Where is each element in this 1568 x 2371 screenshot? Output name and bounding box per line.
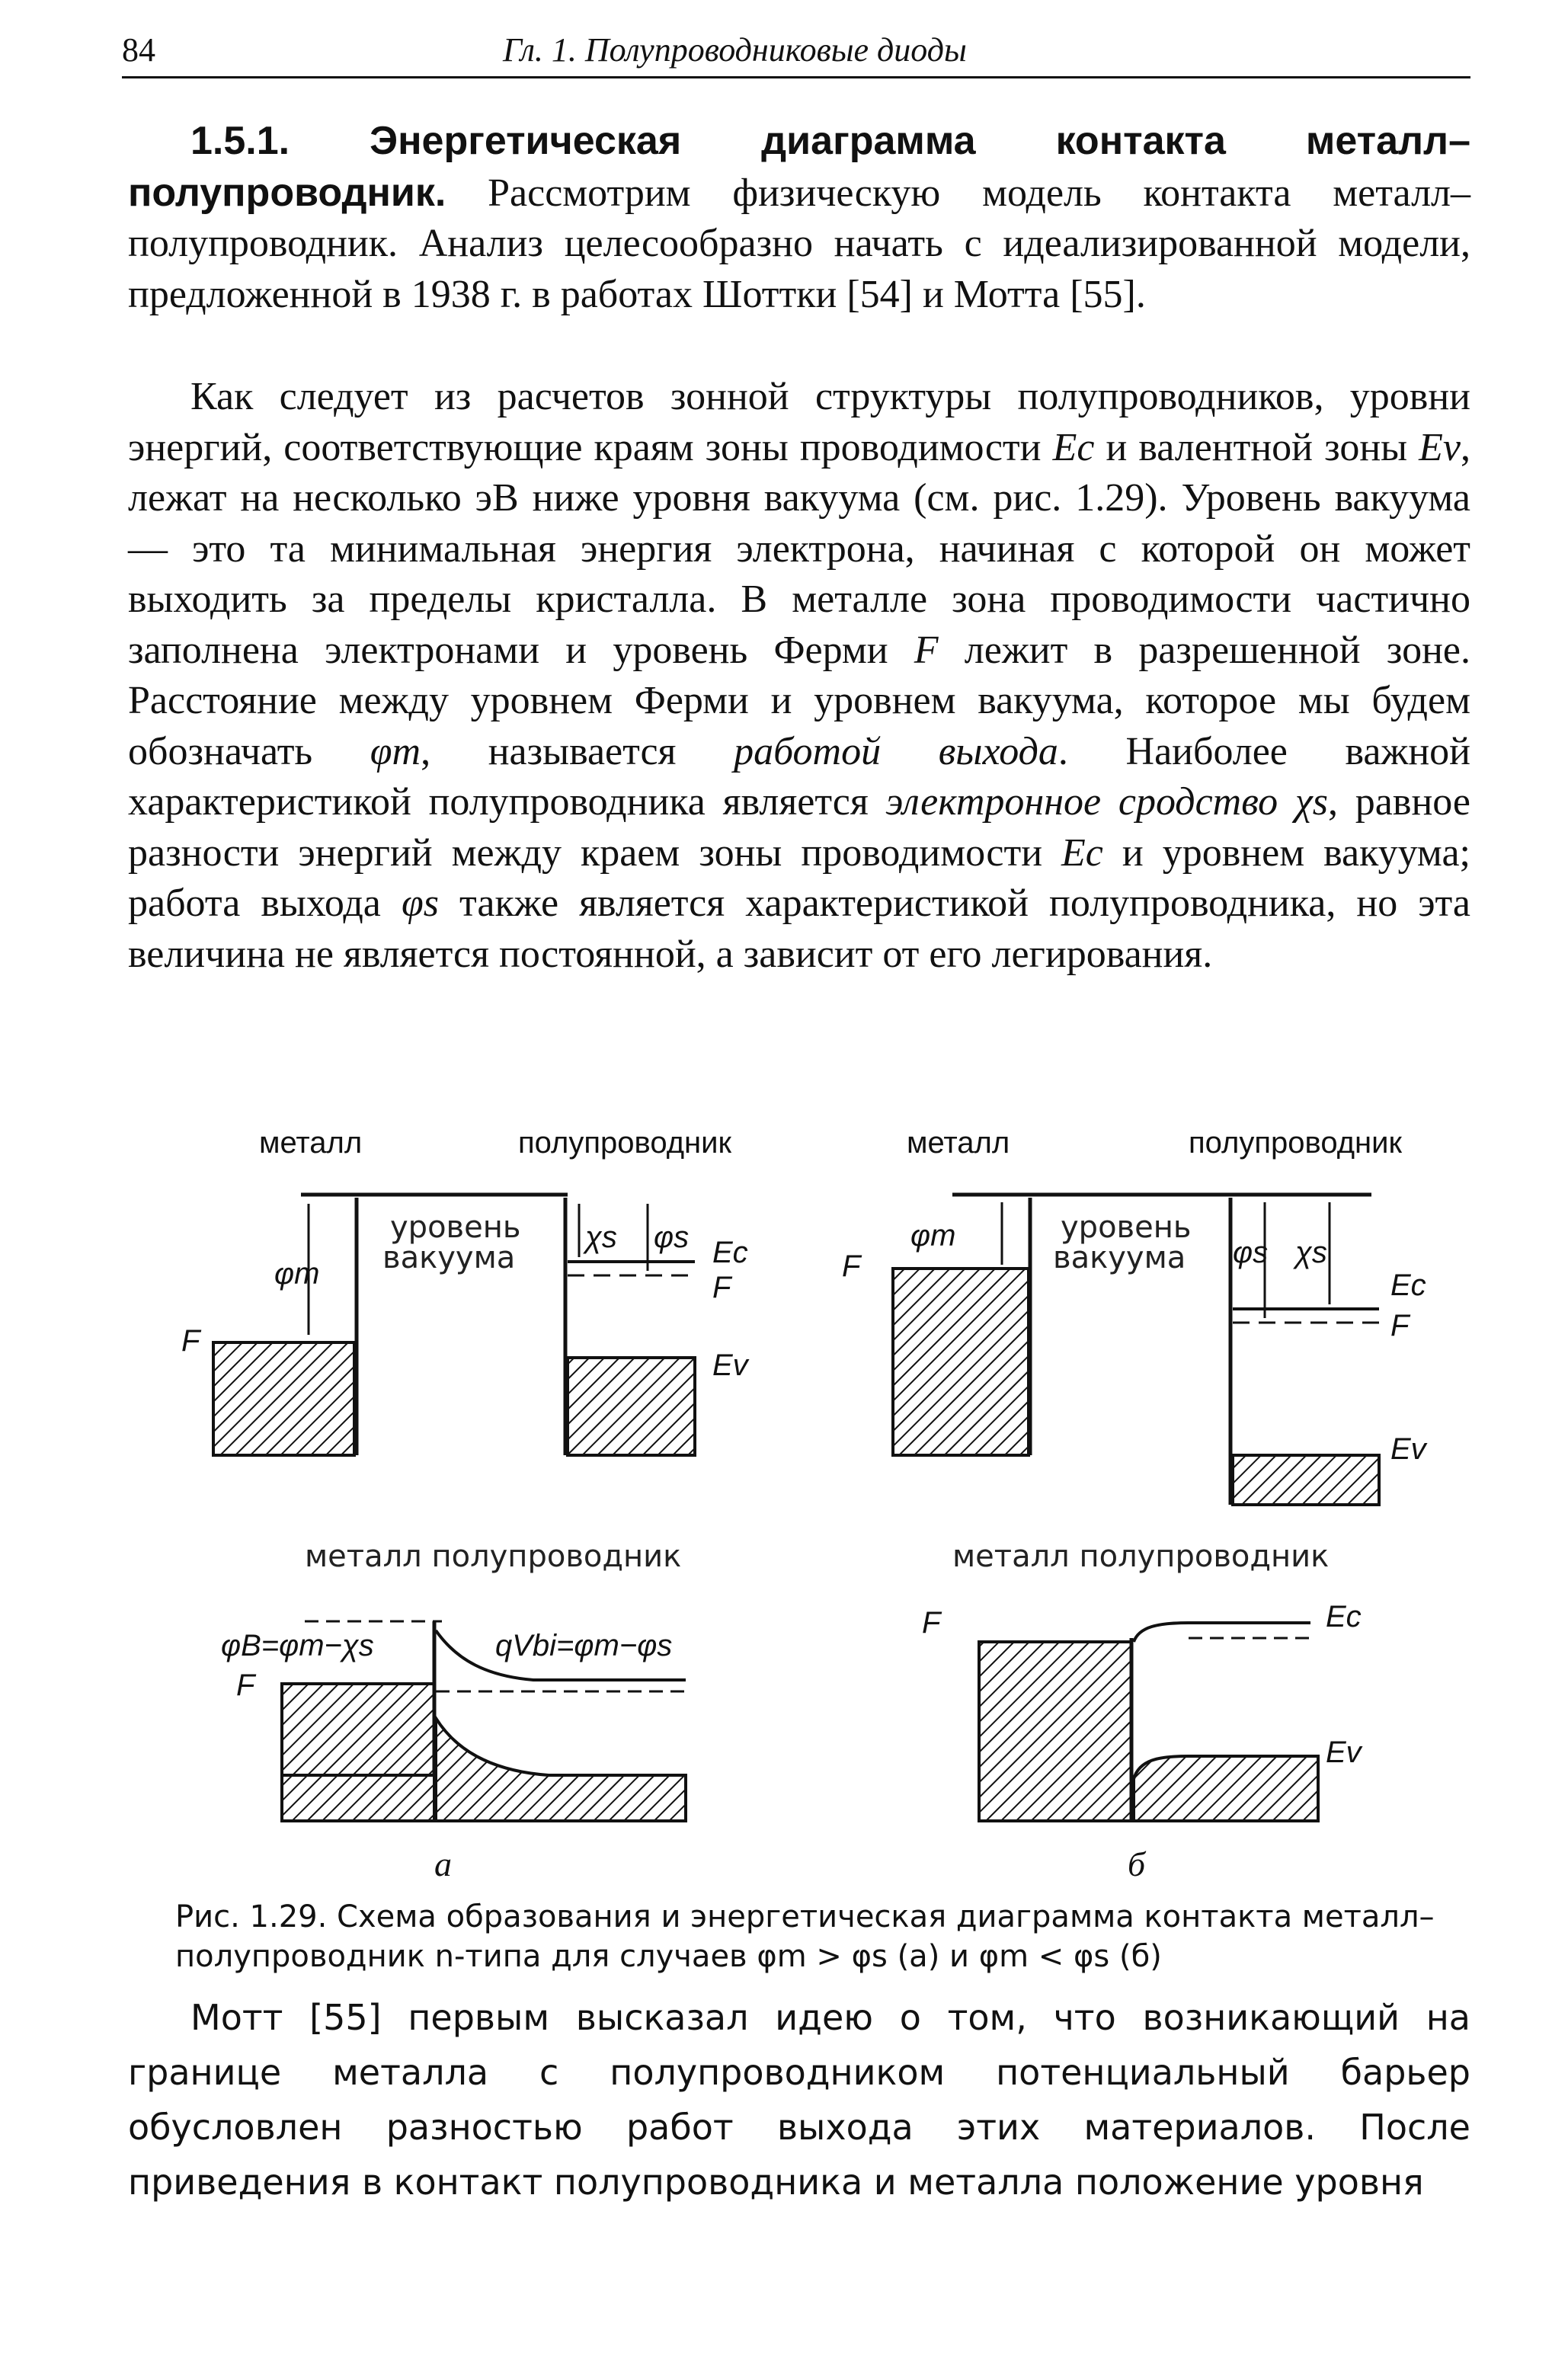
panel-letter-b: б (1128, 1845, 1146, 1883)
text-run: , равное разности энергий между краем зоны проводимости (128, 780, 1470, 875)
metal-band (282, 1684, 434, 1775)
text-run: и валентной зоны (1094, 425, 1419, 469)
valence-band (568, 1358, 695, 1455)
page-number: 84 (122, 31, 155, 69)
label-ev: Ev (712, 1349, 748, 1382)
label-f: F (922, 1606, 941, 1640)
valence-band (1134, 1756, 1318, 1821)
label-panel-title: металл полупроводник (952, 1539, 1330, 1574)
label-ec: Ec (1390, 1269, 1426, 1302)
label-phi-s: φs (1233, 1236, 1269, 1269)
label-panel-title: металл полупроводник (305, 1539, 682, 1574)
label-f: F (236, 1669, 255, 1702)
term-electron-affinity: электронное сродство (885, 780, 1278, 824)
valence-band (1233, 1455, 1379, 1505)
text-run: и уровнем вакуума; работа выхода (128, 830, 1471, 925)
symbol-ec: Ec (1061, 830, 1103, 875)
metal-band (893, 1269, 1029, 1455)
label-qvbi: qVbi=φm−φs (495, 1629, 673, 1662)
label-metal: металл (259, 1126, 363, 1160)
label-f-left: F (842, 1249, 861, 1283)
label-f-right: F (1390, 1309, 1410, 1342)
label-f-left: F (181, 1324, 200, 1358)
label-phi-m: φm (274, 1257, 320, 1291)
panel-letter-a: а (434, 1845, 452, 1883)
label-metal: металл (907, 1126, 1010, 1160)
text-run: , лежат на несколько эВ ниже уровня вакуума (см. рис. 1.29). Уровень вакуума — это та минимальная энергия электрона, начиная с которой он может выходить за пределы кристалла. В металле зона проводимости частично заполнена электронами и уровень Ферми (128, 425, 1470, 672)
metal-band (979, 1642, 1131, 1821)
label-vacuum-1: уровень (390, 1210, 521, 1245)
metal-band-lower (282, 1775, 434, 1821)
panel-bottom-right (979, 1623, 1318, 1821)
text-run: , называется (421, 729, 734, 773)
text-run: . Наиболее важной характеристикой полупроводника является (128, 729, 1471, 824)
figure-caption: Рис. 1.29. Схема образования и энергетическая диаграмма контакта металл–полупроводник n-типа для случаев φm > φs (а) и φm < φs (б) (175, 1899, 1435, 1974)
label-vacuum-2: вакуума (382, 1240, 516, 1275)
label-phi-b: φB=φm−χs (221, 1629, 374, 1662)
running-title: Гл. 1. Полупроводниковые диоды (503, 31, 967, 69)
symbol-ec: Ec (1052, 425, 1095, 469)
symbol-phi-s: φs (401, 882, 439, 925)
label-f-right: F (712, 1271, 731, 1304)
label-ec: Ec (1326, 1600, 1362, 1633)
label-chi-s: χs (1295, 1236, 1327, 1269)
term-work-function: работой выхода (734, 729, 1058, 773)
section-intro-text: Рассмотрим физическую модель контакта металл–полупроводник. Анализ целесообразно начать с идеализированной модели, предложенной в 1938 г. в работах Шоттки [54] и Мотта [55]. (128, 171, 1470, 316)
label-ec: Ec (712, 1236, 748, 1269)
symbol-chi-s: χs (1294, 780, 1329, 824)
text-run: лежит в разрешенной зоне. Расстояние между уровнем Ферми и уровнем вакуума, которое мы будем обозначать (128, 628, 1470, 773)
label-vacuum-1: уровень (1061, 1210, 1192, 1245)
paragraph-mott: Мотт [55] первым высказал идею о том, что возникающий на границе металла с полупроводником потенциальный барьер обусловлен разностью работ выхода этих материалов. После приведения в контакт полупроводника и металла положение уровня (128, 1997, 1470, 2203)
metal-band (213, 1342, 354, 1455)
label-ev: Ev (1326, 1736, 1362, 1769)
section-title: 1.5.1. Энергетическая диаграмма контакта металл–полупроводник. (128, 119, 1470, 215)
label-vacuum-2: вакуума (1053, 1240, 1186, 1275)
label-semiconductor: полупроводник (1189, 1126, 1402, 1160)
label-phi-m: φm (910, 1219, 956, 1253)
valence-band (436, 1718, 686, 1821)
symbol-ev: Ev (1419, 425, 1461, 469)
label-chi-s: χs (585, 1221, 617, 1254)
symbol-phi-m: φm (370, 729, 421, 773)
label-ev: Ev (1390, 1432, 1426, 1466)
symbol-f: F (914, 628, 939, 672)
text-run: Как следует из расчетов зонной структуры полупроводников, уровни энергий, соответствующие краям зоны проводимости (128, 375, 1470, 469)
label-semiconductor: полупроводник (518, 1126, 731, 1160)
text-run: также является характеристикой полупроводника, но эта величина не является постоянной, а зависит от его легирования. (128, 882, 1470, 976)
label-phi-s: φs (654, 1221, 690, 1254)
